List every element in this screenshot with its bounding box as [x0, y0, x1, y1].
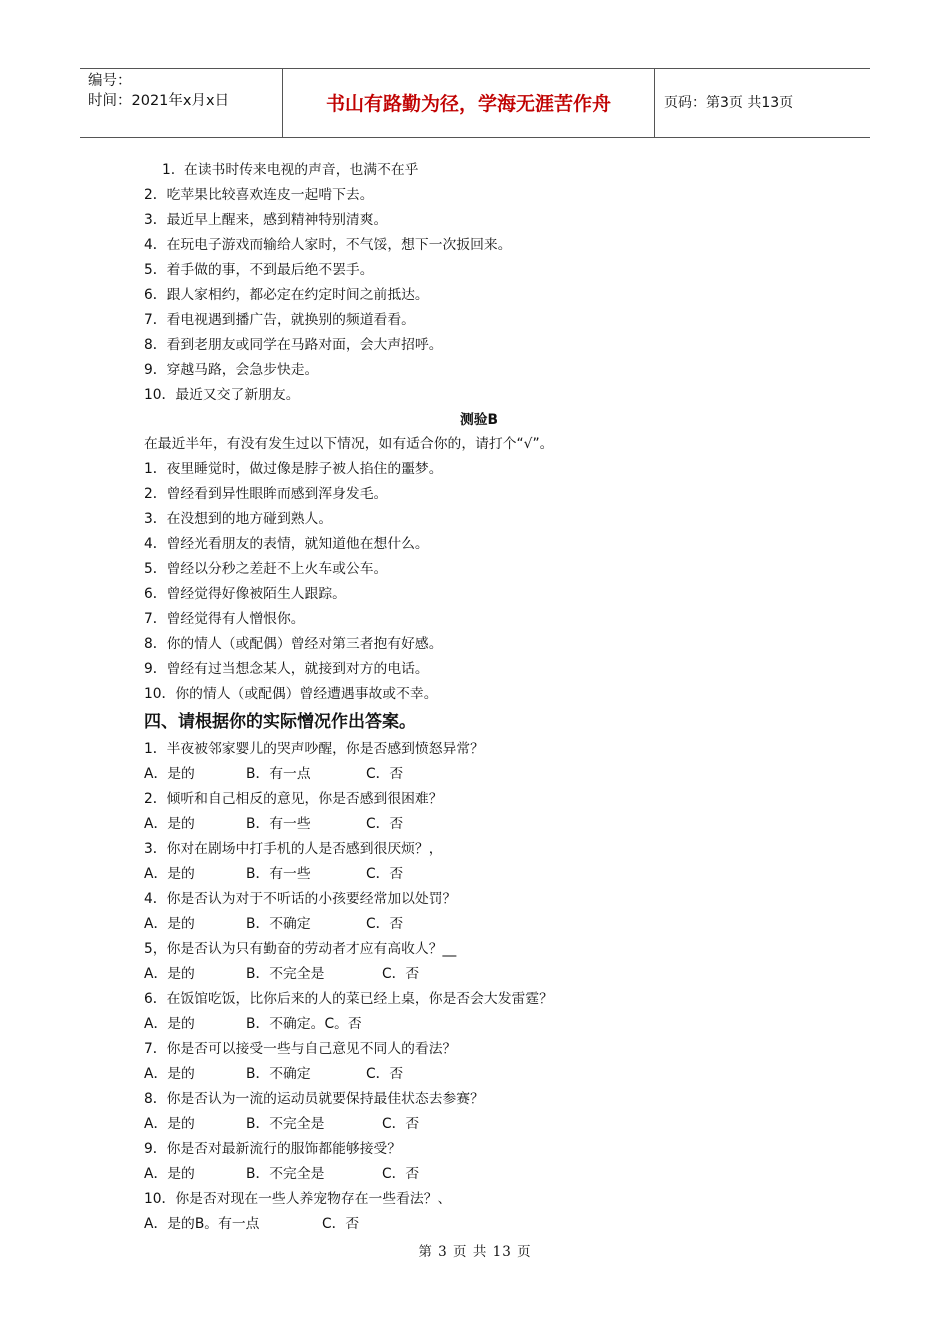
time-label: 时间：2021年x月x日	[88, 93, 230, 109]
option-c: C．否	[322, 1216, 360, 1232]
answer-options	[144, 812, 864, 837]
question: 1．半夜被邻家婴儿的哭声吵醒，你是否感到愤怒异常？	[144, 741, 484, 757]
question: 7．你是否可以接受一些与自己意见不同人的看法？	[144, 1041, 457, 1057]
option-b: B．不确定	[246, 1066, 311, 1082]
list-item: 2．吃苹果比较喜欢连皮一起啃下去。	[144, 187, 374, 203]
list-item: 6．跟人家相约，都必定在约定时间之前抵达。	[144, 287, 429, 303]
option-c: C．否	[366, 1066, 404, 1082]
list-item: 1. 在读书时传来电视的声音，也满不在乎	[162, 162, 419, 178]
list-item: 5．着手做的事，不到最后绝不罢手。	[144, 262, 374, 278]
option-c: C．否	[366, 916, 404, 932]
list-item: 9．穿越马路，会急步快走。	[144, 362, 319, 378]
question: 10．你是否对现在一些人养宠物存在一些看法？、	[144, 1191, 452, 1207]
list-item: 8．你的情人（或配偶）曾经对第三者抱有好感。	[144, 636, 443, 652]
answer-options	[144, 1162, 864, 1187]
answer-options	[144, 1012, 864, 1037]
option-b: B．不完全是	[246, 1116, 325, 1132]
answer-options	[144, 1212, 864, 1237]
header-divider	[654, 69, 655, 137]
option-c: C．否	[366, 816, 404, 832]
option-a: A．是的B。有一点	[144, 1216, 260, 1232]
list-item: 3．在没想到的地方碰到熟人。	[144, 511, 333, 527]
option-b: B．有一些	[246, 866, 311, 882]
question: 6．在饭馆吃饭，比你后来的人的菜已经上桌，你是否会大发雷霆？	[144, 991, 553, 1007]
header-motto: 书山有路勤为径，学海无涯苦作舟	[325, 93, 611, 115]
option-a: A．是的	[144, 1016, 195, 1032]
answer-options	[144, 1062, 864, 1087]
question: 8．你是否认为一流的运动员就要保持最佳状态去参赛？	[144, 1091, 484, 1107]
list-item: 2．曾经看到异性眼眸而感到浑身发毛。	[144, 486, 388, 502]
test-b-title: 测验B	[459, 412, 499, 428]
option-b: B．有一些	[246, 816, 311, 832]
list-item: 4．在玩电子游戏而输给人家时，不气馁，想下一次扳回来。	[144, 237, 512, 253]
list-item: 8．看到老朋友或同学在马路对面，会大声招呼。	[144, 337, 443, 353]
option-a: A．是的	[144, 866, 195, 882]
answer-options	[144, 912, 864, 937]
question: 4．你是否认为对于不听话的小孩要经常加以处罚？	[144, 891, 457, 907]
question: 2．倾听和自己相反的意见，你是否感到很困难？	[144, 791, 443, 807]
answer-options	[144, 862, 864, 887]
option-c: C．否	[366, 766, 404, 782]
option-c: C．否	[366, 866, 404, 882]
code-label: 编号：	[88, 73, 132, 89]
option-a: A．是的	[144, 1166, 195, 1182]
option-a: A．是的	[144, 1066, 195, 1082]
option-b: B．有一点	[246, 766, 311, 782]
list-item: 7．看电视遇到播广告，就换别的频道看看。	[144, 312, 415, 328]
list-item: 3．最近早上醒来，感到精神特别清爽。	[144, 212, 388, 228]
list-item: 4．曾经光看朋友的表情，就知道他在想什么。	[144, 536, 429, 552]
header-page-number: 页码：第3页 共13页	[664, 95, 794, 111]
answer-options	[144, 762, 864, 787]
document-body	[144, 158, 864, 1237]
page-footer: 第 3 页 共 13 页	[418, 1244, 532, 1260]
option-b: B．不确定。C。否	[246, 1016, 362, 1032]
option-a: A．是的	[144, 816, 195, 832]
question: 3．你对在剧场中打手机的人是否感到很厌烦？，	[144, 841, 443, 857]
answer-options	[144, 962, 864, 987]
list-item: 7．曾经觉得有人憎恨你。	[144, 611, 305, 627]
option-c: C．否	[382, 966, 420, 982]
option-b: B．不确定	[246, 916, 311, 932]
page-header	[80, 68, 870, 138]
option-a: A．是的	[144, 1116, 195, 1132]
list-item: 10．你的情人（或配偶）曾经遭遇事故或不幸。	[144, 686, 438, 702]
option-b: B．不完全是	[246, 1166, 325, 1182]
list-item: 1．夜里睡觉时，做过像是脖子被人掐住的噩梦。	[144, 461, 443, 477]
list-item: 5．曾经以分秒之差赶不上火车或公车。	[144, 561, 388, 577]
option-a: A．是的	[144, 966, 195, 982]
header-meta	[88, 71, 278, 111]
question: 9．你是否对最新流行的服饰都能够接受？	[144, 1141, 402, 1157]
list-item: 10．最近又交了新朋友。	[144, 387, 300, 403]
answer-options	[144, 1112, 864, 1137]
question: 5，你是否认为只有勤奋的劳动者才应有高收人？__	[144, 941, 457, 957]
option-b: B．不完全是	[246, 966, 325, 982]
option-a: A．是的	[144, 916, 195, 932]
test-b-intro: 在最近半年，有没有发生过以下情况，如有适合你的，请打个“√”。	[144, 436, 554, 452]
option-c: C．否	[382, 1166, 420, 1182]
list-item: 6．曾经觉得好像被陌生人跟踪。	[144, 586, 346, 602]
section-4-title: 四、请根据你的实际憎况作出答案。	[144, 712, 416, 732]
option-c: C．否	[382, 1116, 420, 1132]
list-item: 9．曾经有过当想念某人，就接到对方的电话。	[144, 661, 429, 677]
option-a: A．是的	[144, 766, 195, 782]
